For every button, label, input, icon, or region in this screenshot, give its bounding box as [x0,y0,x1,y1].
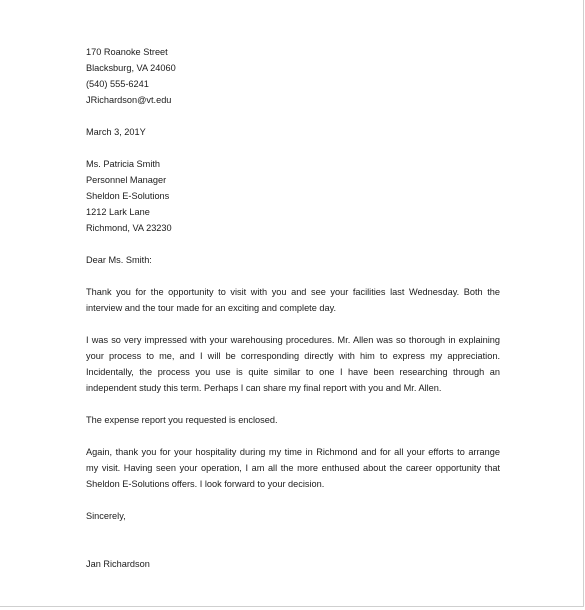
paragraph-expense [86,412,500,428]
paragraph-line: Again, thank you for your hospitality during my time in Richmond and for all your efforts to arrange [86,447,500,457]
paragraph-thanks [86,284,500,316]
recipient-title: Personnel Manager [86,175,167,185]
paragraph-line: my visit. Having seen your operation, I am all the more enthused about the career opportunity that [86,463,500,473]
spacer [86,140,500,156]
spacer [86,316,500,332]
sender-city-state-zip: Blacksburg, VA 24060 [86,63,176,73]
spacer [86,428,500,444]
paragraph-line: Thank you for the opportunity to visit with you and see your facilities last Wednesday. Both the [86,287,500,297]
complimentary-closing: Sincerely, [86,511,126,521]
signature-space [86,524,500,556]
letter-body [86,44,500,572]
letter-date: March 3, 201Y [86,127,146,137]
paragraph-line: your process to me, and I will be corresponding directly with him to express my appreciation. [86,351,500,361]
salutation: Dear Ms. Smith: [86,255,152,265]
paragraph-impressed [86,332,500,396]
recipient-name: Ms. Patricia Smith [86,159,161,169]
recipient-address-block [86,156,500,236]
spacer [86,236,500,252]
paragraph-line: Incidentally, the process you use is quite similar to one I have been researching through an [86,367,500,377]
recipient-company: Sheldon E-Solutions [86,191,170,201]
paragraph-line: The expense report you requested is enclosed. [86,415,278,425]
sender-street: 170 Roanoke Street [86,47,168,57]
paragraph-line: interview and the tour made for an exciting and complete day. [86,303,337,313]
spacer [86,492,500,508]
paragraph-line: Sheldon E-Solutions offers. I look forward to your decision. [86,479,325,489]
spacer [86,396,500,412]
spacer [86,108,500,124]
paragraph-line: I was so very impressed with your warehousing procedures. Mr. Allen was so thorough in explaining [86,335,500,345]
recipient-street: 1212 Lark Lane [86,207,150,217]
sender-address-block [86,44,500,108]
paragraph-line: independent study this term. Perhaps I can share my final report with you and Mr. Allen. [86,383,442,393]
sender-email: JRichardson@vt.edu [86,95,172,105]
spacer [86,268,500,284]
signature-name: Jan Richardson [86,559,150,569]
paragraph-closing-thanks [86,444,500,492]
sender-phone: (540) 555-6241 [86,79,149,89]
recipient-city-state-zip: Richmond, VA 23230 [86,223,172,233]
